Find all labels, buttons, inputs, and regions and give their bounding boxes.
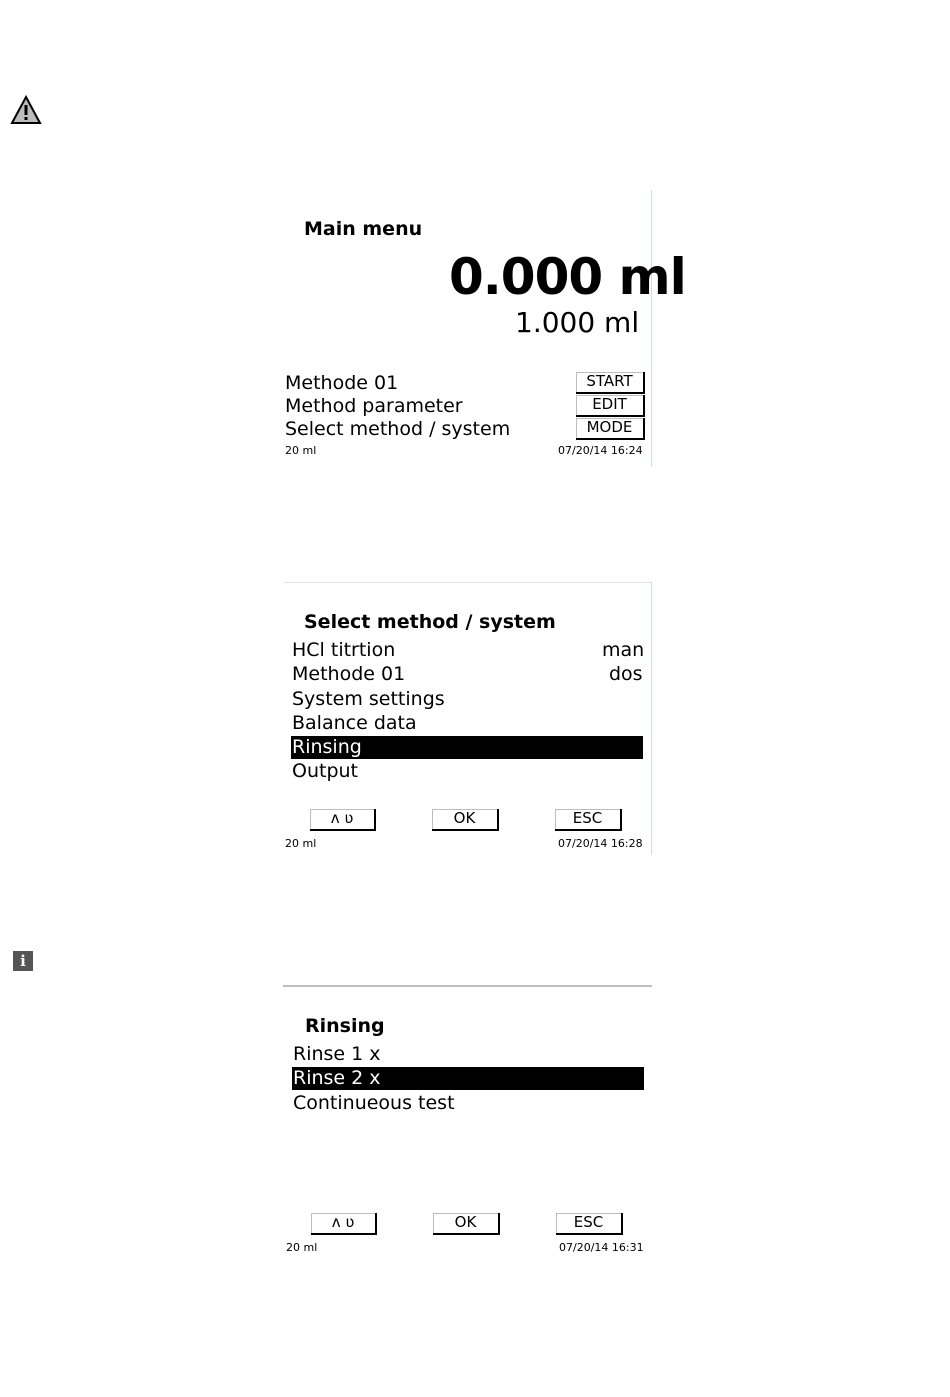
volume-display-sub: 1.000 ml xyxy=(515,306,640,339)
mode-button[interactable]: MODE xyxy=(576,418,645,440)
ok-button[interactable]: OK xyxy=(432,809,499,831)
syringe-volume-status: 20 ml xyxy=(285,837,317,850)
menu-item-output[interactable]: Output xyxy=(292,760,358,782)
screen-border xyxy=(283,582,652,583)
select-method-row: Select method / system xyxy=(285,418,511,440)
screen-title: Select method / system xyxy=(304,611,556,633)
menu-item-label: Rinse 2 x xyxy=(293,1067,381,1089)
menu-item-mode: man xyxy=(602,639,645,661)
menu-item-methode-01[interactable]: Methode 01 xyxy=(292,663,406,685)
menu-item-rinse-2x-selected[interactable] xyxy=(292,1067,644,1090)
start-button[interactable]: START xyxy=(576,372,645,394)
menu-item-label: Rinsing xyxy=(292,736,362,758)
menu-item-balance-data[interactable]: Balance data xyxy=(292,712,417,734)
menu-item-mode: dos xyxy=(609,663,643,685)
method-name-row: Methode 01 xyxy=(285,372,399,394)
menu-item-rinse-1x[interactable]: Rinse 1 x xyxy=(293,1043,381,1065)
screen-title: Rinsing xyxy=(305,1015,385,1037)
ok-button[interactable]: OK xyxy=(433,1213,500,1235)
navigate-up-down-button[interactable]: ʌ ʋ xyxy=(311,1213,377,1235)
info-icon: i xyxy=(13,951,33,971)
menu-item-system-settings[interactable]: System settings xyxy=(292,688,445,710)
syringe-volume-status: 20 ml xyxy=(286,1241,318,1254)
menu-item-hcl-titration[interactable]: HCl titrtion xyxy=(292,639,396,661)
menu-item-rinsing-selected[interactable] xyxy=(291,736,643,759)
datetime-status: 07/20/14 16:31 xyxy=(559,1241,644,1254)
syringe-volume-status: 20 ml xyxy=(285,444,317,457)
esc-button[interactable]: ESC xyxy=(555,809,622,831)
screen-title: Main menu xyxy=(304,218,423,240)
screen-border xyxy=(651,582,652,855)
datetime-status: 07/20/14 16:28 xyxy=(558,837,643,850)
esc-button[interactable]: ESC xyxy=(556,1213,623,1235)
warning-triangle-icon xyxy=(10,95,42,125)
screen-border xyxy=(651,190,652,467)
navigate-up-down-button[interactable]: ʌ ʋ xyxy=(310,809,376,831)
datetime-status: 07/20/14 16:24 xyxy=(558,444,643,457)
method-parameter-row: Method parameter xyxy=(285,395,463,417)
edit-button[interactable]: EDIT xyxy=(576,395,645,417)
screen-border xyxy=(283,985,652,987)
menu-item-continuous-test[interactable]: Continueous test xyxy=(293,1092,455,1114)
volume-display-main: 0.000 ml xyxy=(449,248,686,306)
